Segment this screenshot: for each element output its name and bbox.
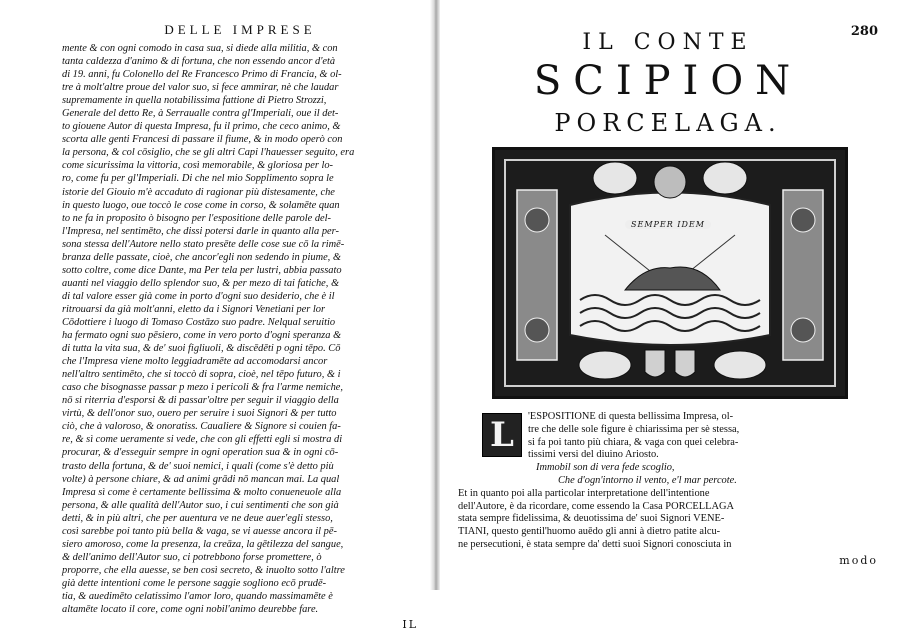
right-catchword: modo xyxy=(839,553,878,567)
text-line: dell'Autore, è da ricordare, come essendo la Casa PORCELLAGA xyxy=(458,500,734,512)
text-line: & dell'animo dell'Autor suo, ci potrebbono forse promettere, ò xyxy=(62,551,322,563)
text-line: detti, & in più altri, che per auentura ve ne deue auer'egli stesso, xyxy=(62,512,333,524)
text-line: caso che bisognasse passar p mezo i pericoli & fra l'arme nemiche, xyxy=(62,382,344,394)
text-line: si fa poi tanto più chiara, & vaga con quei celebra- xyxy=(528,436,739,448)
text-line: TIANI, questo gentil'huomo auēdo gli anni à dietro patite alcu- xyxy=(458,526,721,538)
text-line: Cōdottiere i luogo di Tomaso Costāzo suo padre. Nelqual seruitio xyxy=(62,316,336,328)
text-line: l'Impresa, nel sentimēto, che dissi potersi darle in quanto alla per- xyxy=(62,225,339,237)
right-page-text-continued xyxy=(458,488,878,552)
text-line: nō si riterria d'esporsi & di passar'oltre per seguir il viaggio della xyxy=(62,395,339,407)
text-line: ritrouarsi da già molt'anni, eletto da i Signori Venetiani per lor xyxy=(62,303,326,315)
text-line: come sicurissima la vittoria, così memorabile, & gloriosa per lo- xyxy=(62,160,334,172)
text-line: ha fermato ogni suo pēsiero, come in vero porto d'ogni speranza & xyxy=(62,330,342,342)
emblem-illustration xyxy=(495,150,845,396)
text-line: Generale del detto Re, à Serraualle contra gl'Imperiali, oue il det- xyxy=(62,108,339,120)
text-line: stata sempre fidelissima, & deuotissima de' suoi Signori VENE- xyxy=(458,513,725,525)
text-line: virtù, & dell'onor suo, ouero per seruire i suoi Signori & per tutto xyxy=(62,408,337,420)
text-line: persona, & alle qualità dell'Autor suo, i cui sentimenti che son già xyxy=(62,499,339,511)
text-line: che l'Impresa viene molto leggiadramēte ad accomodarsi ancor xyxy=(62,356,328,368)
left-catchword: IL xyxy=(402,618,418,631)
title-line-3: PORCELAGA. xyxy=(554,109,782,137)
text-line: di tutta la vita sua, & de' suoi figliuoli, & discēdēti p ogni tēpo. Cō xyxy=(62,343,341,355)
text-line: ne persecutioni, è stata sempre da' detti suoi Signori conosciuta in xyxy=(458,538,732,550)
text-line: mente & con ogni comodo in casa sua, si diede alla militia, & con xyxy=(62,43,338,54)
text-line: tissimi versi del diuino Ariosto. xyxy=(528,449,659,461)
right-page xyxy=(440,0,900,590)
text-line: volte) à persone chiare, & ad animi grādi nō mancan mai. La qual xyxy=(62,473,340,485)
text-line: così sarebbe poi tanto più bella & vaga, se vi auesse ancora il pē- xyxy=(62,525,337,537)
text-line: già dette intentioni come le persone saggie sogliono ecō prudē- xyxy=(62,577,327,589)
text-line: to giouene Autor di questa Impresa, fu il primo, che ceco animo, & xyxy=(62,121,341,133)
title-line-2: SCIPION xyxy=(533,58,803,104)
text-line: ro, come fu per gl'Imperiali. Di che nel mio Sopplimento sopra le xyxy=(62,173,334,185)
left-page-body-text xyxy=(62,42,418,616)
text-line: siero amoroso, come la presenza, la creāza, la gētilezza del sangue, xyxy=(62,538,344,550)
text-line: tre che delle sole figure è chiarissima per sè stessa, xyxy=(528,423,740,435)
text-line: tre à molt'altre proue del valor suo, si fece ammirar, nè che laudar xyxy=(62,82,339,94)
text-line: sona stessa dell'Autore nello stato presēte delle cose sue cō la rimē- xyxy=(62,238,345,250)
text-line: Impresa sì come è certamente bellissima & molto conueneuole alla xyxy=(62,486,342,498)
emblem-engraving xyxy=(492,147,848,399)
folio-number: 280 xyxy=(850,24,878,39)
emblem-motto-scroll: SEMPER IDEM xyxy=(625,220,711,229)
text-line: di tal valore esser già come in porto d'ogni suo desiderio, che è il xyxy=(62,290,335,302)
text-line: auanti nel viaggio dello splendor suo, & per mezo di tai fatiche, & xyxy=(62,277,340,289)
text-line: di 19. anni, fu Colonello del Re Francesco Primo di Francia, & ol- xyxy=(62,69,342,81)
drop-cap-initial: L xyxy=(482,413,522,457)
text-line: supremamente in quella notabilissima fattione di Pietro Strozzi, xyxy=(62,95,327,107)
text-line: trasto della fortuna, & de' suoi nemici, i quali (come s'è detto più xyxy=(62,460,334,472)
text-line: to ne fa in proposito ò bisogno per l'espositione delle parole del- xyxy=(62,212,331,224)
text-line: tia, & auedimēto celatissimo l'amor loro, quando massimamēte è xyxy=(62,590,333,602)
text-line: Et in quanto poi alla particolar interpretatione dell'intentione xyxy=(458,487,710,499)
ariosto-verse xyxy=(458,462,878,488)
text-line: in questo luogo, oue toccò le cose come in corso, & solamēte quan xyxy=(62,199,340,211)
title-line-1: IL CONTE xyxy=(582,30,754,55)
text-line: istorie del Giouio m'è accaduto di ragionar più distesamente, che xyxy=(62,186,335,198)
text-line: scorta alle genti Francesi di passare il fiume, & in modo operò con xyxy=(62,134,343,146)
text-line: sotto coltre, come dice Dante, ma Per tela per lustri, abbia passato xyxy=(62,264,342,276)
text-line: altamēte locato il core, come ogni nobil'animo deurebbe fare. xyxy=(62,604,319,616)
text-line: re, & sì come ueramente si vede, che con gli effetti egli si mostra di xyxy=(62,434,343,446)
text-line: 'ESPOSITIONE di questa bellissima Impresa, ol- xyxy=(528,411,734,422)
right-page-body xyxy=(458,411,878,567)
text-line: tanta caldezza d'animo & di fortuna, che non essendo ancor d'età xyxy=(62,56,336,68)
left-page xyxy=(0,0,436,631)
text-line: la persona, & col cōsiglio, che se gli altri Capi l'hauesser seguito, era xyxy=(62,147,355,159)
text-line: Che d'ogn'intorno il vento, e'l mar percote. xyxy=(558,474,737,486)
text-line: ciò, che à valoroso, & onoratiss. Caualiere & Signore si couien fa- xyxy=(62,421,341,433)
running-head: DELLE IMPRESE xyxy=(164,22,316,37)
text-line: nell'altro sentimēto, che si toccò di sopra, cioè, nel tēpo futuro, & i xyxy=(62,369,341,381)
text-line: Immobil son di vera fede scoglio, xyxy=(536,462,675,474)
text-line: procurar, & d'esseguir sempre in ogni operation sua & in ogni cō- xyxy=(62,447,339,459)
text-line: proporre, che ella auesse, se ben così secreto, & inuolto sotto l'altre xyxy=(62,564,345,576)
text-line: branza delle passate, cioè, che ancor'egli non sedendo in piume, & xyxy=(62,251,341,263)
